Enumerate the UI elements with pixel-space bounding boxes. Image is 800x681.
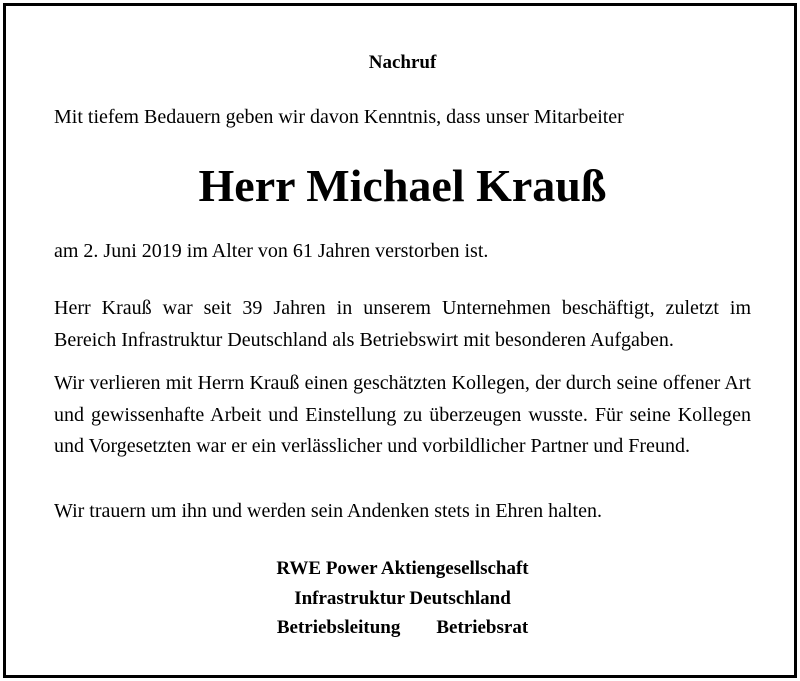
signature-company: RWE Power Aktiengesellschaft xyxy=(276,558,529,579)
deceased-name: Herr Michael Krauß xyxy=(198,160,607,211)
career-paragraph: Herr Krauß war seit 39 Jahren in unserem Unternehmen beschäftigt, zuletzt im Bereich Infrastruktur Deutschland als Betriebswirt mit besonderen Aufgaben. xyxy=(54,297,751,351)
signature-management: Betriebsleitung xyxy=(276,617,401,638)
death-date-text: am 2. Juni 2019 im Alter von 61 Jahren verstorben ist. xyxy=(54,240,489,262)
signature-division: Infrastruktur Deutschland xyxy=(294,588,511,609)
obituary-heading: Nachruf xyxy=(368,52,437,73)
obituary-frame xyxy=(3,3,797,678)
intro-text: Mit tiefem Bedauern geben wir davon Kenntnis, dass unser Mitarbeiter xyxy=(54,106,624,128)
signature-works-council: Betriebsrat xyxy=(436,617,529,638)
tribute-paragraph: Wir verlieren mit Herrn Krauß einen geschätzten Kollegen, der durch seine offener Art und gewissenhafte Arbeit und Einstellung zu überzeugen wusste. Für seine Kollegen und Vorgesetzten war er ein verlässlicher und vorbildlicher Partner und Freund. xyxy=(54,372,751,457)
signature-line xyxy=(54,614,751,642)
mourning-paragraph: Wir trauern um ihn und werden sein Andenken stets in Ehren halten. xyxy=(54,500,602,522)
